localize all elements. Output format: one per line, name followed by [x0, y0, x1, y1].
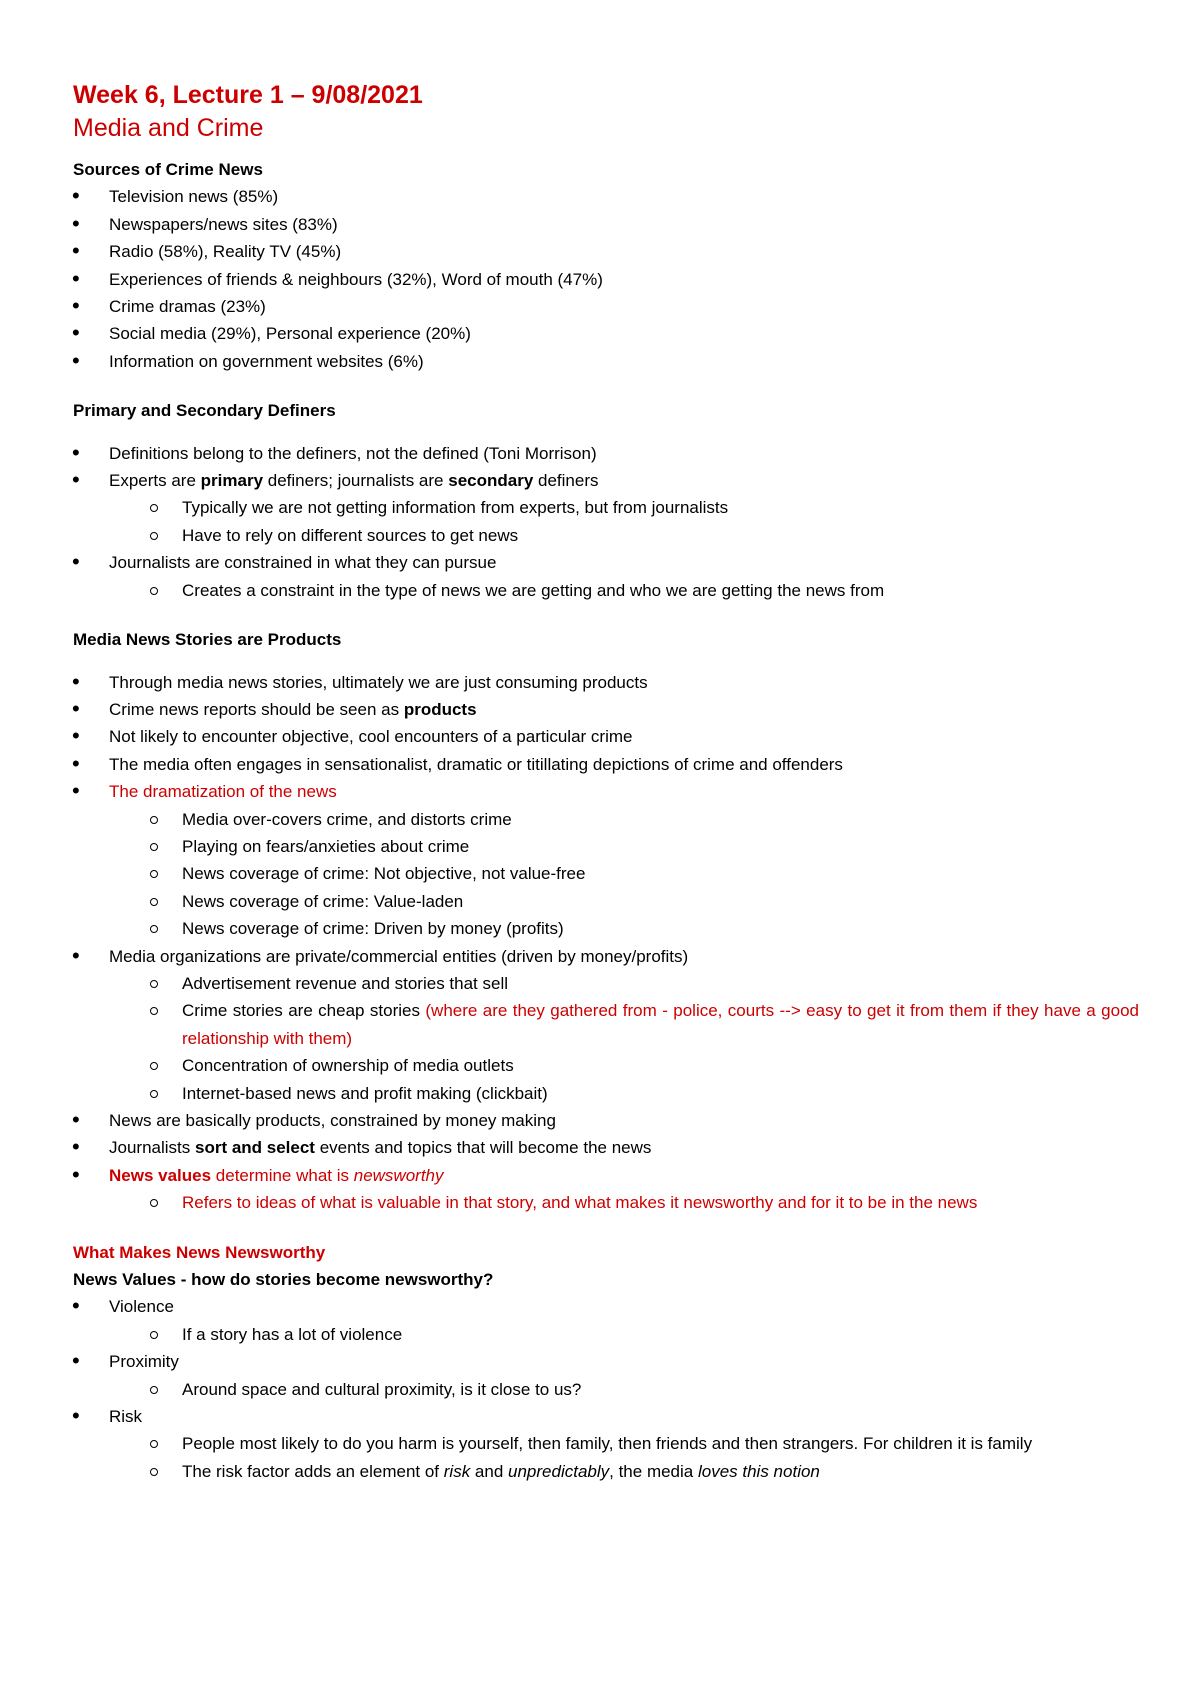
red-text: (where are they gathered from - police, courts --> easy to get it from them if they have a good relationship with them) — [182, 1001, 1139, 1048]
list-item: • Experiences of friends & neighbours (32%), Word of mouth (47%) — [73, 266, 1143, 293]
italic-text: risk — [443, 1461, 471, 1481]
red-text: determine what is — [211, 1165, 354, 1185]
list-item — [73, 1162, 1143, 1217]
sub-list-item: If a story has a lot of violence — [73, 1321, 1143, 1348]
text-run: Media organizations are private/commercial entities (driven by money/profits) — [109, 946, 689, 966]
list-item — [73, 943, 1143, 1107]
news-values-list — [73, 1293, 1143, 1485]
list-item: • Crime dramas (23%) — [73, 293, 1143, 320]
sub-list-item: Internet-based news and profit making (clickbait) — [73, 1080, 1143, 1107]
list-item: • Definitions belong to the definers, not the defined (Toni Morrison) — [73, 440, 1143, 467]
sub-list — [109, 1189, 1143, 1216]
sub-list-item: People most likely to do you harm is yourself, then family, then friends and then strangers. For children it is family — [73, 1430, 1143, 1457]
list-item: • Newspapers/news sites (83%) — [73, 211, 1143, 238]
page-title: Week 6, Lecture 1 – 9/08/2021 — [73, 81, 423, 109]
sub-list-item: Creates a constraint in the type of news we are getting and who we are getting the news from — [73, 577, 1143, 604]
document-page — [73, 78, 1143, 1485]
sub-list-item: Playing on fears/anxieties about crime — [73, 833, 1143, 860]
sub-list-item: Have to rely on different sources to get news — [73, 522, 1143, 549]
text-run: Crime stories are cheap stories — [182, 1001, 426, 1021]
italic-text: loves this notion — [697, 1461, 820, 1481]
section-subheading-news-values: News Values - how do stories become newsworthy? — [73, 1270, 494, 1290]
bold-text: sort and select — [194, 1138, 315, 1158]
sub-list-item: Advertisement revenue and stories that sell — [73, 970, 1143, 997]
text-run: and — [470, 1461, 509, 1481]
sub-list — [109, 970, 1143, 1107]
italic-red-text: newsworthy — [353, 1165, 444, 1185]
section-heading-definers: Primary and Secondary Definers — [73, 401, 336, 421]
sub-list — [109, 1376, 1143, 1403]
products-list — [73, 669, 1143, 1217]
text-run: Violence — [109, 1297, 174, 1317]
sub-list-item — [73, 1458, 1143, 1485]
red-text: The dramatization of the news — [109, 782, 337, 802]
sub-list — [109, 1430, 1143, 1485]
list-item — [73, 1293, 1143, 1348]
list-item — [73, 1348, 1143, 1403]
list-item: • Not likely to encounter objective, cool encounters of a particular crime — [73, 723, 1143, 750]
text-run: , the media — [609, 1461, 698, 1481]
sub-list-item — [73, 997, 1143, 1052]
text-run: events and topics that will become the news — [314, 1138, 652, 1158]
bold-text: primary — [200, 471, 264, 491]
text-run: definers; journalists are — [263, 471, 449, 491]
text-run: The risk factor adds an element of — [182, 1461, 444, 1481]
list-item: • Information on government websites (6%) — [73, 348, 1143, 375]
definers-list — [73, 440, 1143, 604]
list-item — [73, 778, 1143, 942]
section-heading-newsworthy: What Makes News Newsworthy — [73, 1242, 326, 1262]
list-item — [73, 467, 1143, 549]
sub-list-item: Around space and cultural proximity, is it close to us? — [73, 1376, 1143, 1403]
list-item: • Radio (58%), Reality TV (45%) — [73, 238, 1143, 265]
sub-list — [109, 577, 1143, 604]
list-item: • Television news (85%) — [73, 183, 1143, 210]
sources-list — [73, 183, 1143, 375]
bold-text: products — [403, 699, 477, 719]
list-item: • News are basically products, constrained by money making — [73, 1107, 1143, 1134]
sub-list-item: Typically we are not getting information from experts, but from journalists — [73, 494, 1143, 521]
page-subtitle: Media and Crime — [73, 114, 264, 142]
text-run: Journalists — [109, 1138, 195, 1158]
sub-list-item: News coverage of crime: Driven by money (profits) — [73, 915, 1143, 942]
list-item: • The media often engages in sensationalist, dramatic or titillating depictions of crime and offenders — [73, 751, 1143, 778]
text-run: Journalists are constrained in what they can pursue — [109, 553, 497, 573]
list-item — [73, 1403, 1143, 1485]
sub-list-item: News coverage of crime: Not objective, not value-free — [73, 860, 1143, 887]
list-item — [73, 696, 1143, 723]
sub-list — [109, 806, 1143, 943]
sub-list-item: Refers to ideas of what is valuable in that story, and what makes it newsworthy and for it to be in the news — [73, 1189, 1143, 1216]
italic-text: unpredictably — [508, 1461, 610, 1481]
sub-list-item: Concentration of ownership of media outlets — [73, 1052, 1143, 1079]
text-run: Proximity — [109, 1352, 179, 1372]
text-run: Crime news reports should be seen as — [109, 699, 404, 719]
sub-list-item: News coverage of crime: Value-laden — [73, 888, 1143, 915]
list-item: • Through media news stories, ultimately we are just consuming products — [73, 669, 1143, 696]
text-run: Risk — [109, 1407, 143, 1427]
bold-red-text: News values — [109, 1165, 212, 1185]
sub-list-item: Media over-covers crime, and distorts crime — [73, 806, 1143, 833]
text-run: definers — [533, 471, 599, 491]
list-item: • Social media (29%), Personal experience (20%) — [73, 320, 1143, 347]
sub-list — [109, 494, 1143, 549]
bold-text: secondary — [448, 471, 534, 491]
sub-list — [109, 1321, 1143, 1348]
list-item — [73, 1134, 1143, 1161]
section-heading-sources: Sources of Crime News — [73, 160, 263, 179]
section-heading-products: Media News Stories are Products — [73, 630, 342, 650]
list-item — [73, 549, 1143, 604]
text-run: Experts are — [109, 471, 201, 491]
